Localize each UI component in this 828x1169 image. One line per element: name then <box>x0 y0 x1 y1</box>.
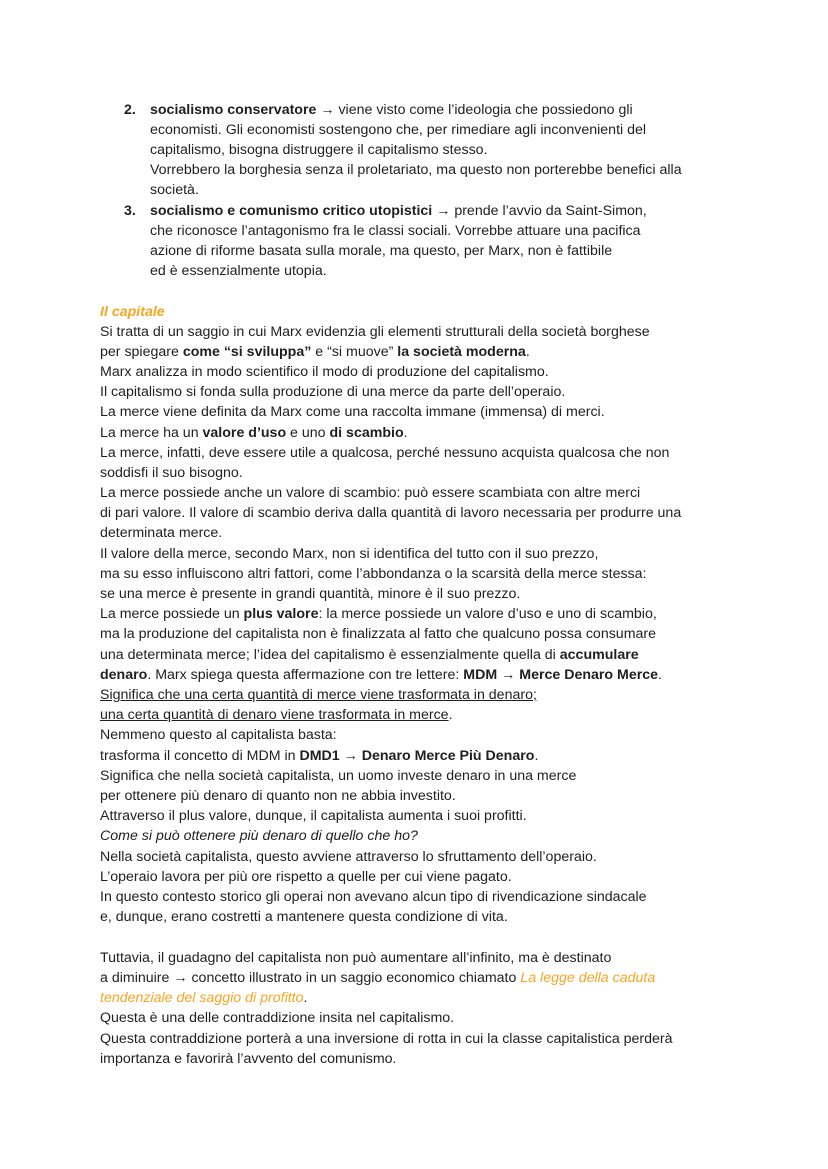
paragraph-line: ma su esso influiscono altri fattori, come l’abbondanza o la scarsità della merce stessa: <box>100 566 647 582</box>
list-item-3-line-3: azione di riforme basata sulla morale, ma questo, per Marx, non è fattibile <box>150 243 613 259</box>
paragraph-line: determinata merce. <box>100 525 223 541</box>
paragraph-line: Nemmeno questo al capitalista basta: <box>100 727 337 743</box>
paragraph-line: La merce viene definita da Marx come una raccolta immane (immensa) di merci. <box>100 404 605 420</box>
list-item-2-line-4: Vorrebbero la borghesia senza il proletariato, ma questo non porterebbe benefici alla <box>150 162 682 178</box>
paragraph-line: Nella società capitalista, questo avviene attraverso lo sfruttamento dell’operaio. <box>100 849 597 865</box>
paragraph-line: trasforma il concetto di MDM in DMD1 → Denaro Merce Più Denaro. <box>100 748 539 764</box>
essay-title-link: La legge della caduta <box>520 970 656 986</box>
paragraph-line: se una merce è presente in grandi quantità, minore è il suo prezzo. <box>100 586 521 602</box>
paragraph-line: e, dunque, erano costretti a mantenere questa condizione di vita. <box>100 909 508 925</box>
list-item-2-line-3: capitalismo, bisogna distruggere il capitalismo stesso. <box>150 142 488 158</box>
paragraph-line: Questa è una delle contraddizione insita nel capitalismo. <box>100 1010 455 1026</box>
paragraph-line: per ottenere più denaro di quanto non ne abbia investito. <box>100 788 456 804</box>
paragraph-line: Il valore della merce, secondo Marx, non si identifica del tutto con il suo prezzo, <box>100 546 599 562</box>
essay-title-link-continued: tendenziale del saggio di profitto <box>100 990 304 1006</box>
paragraph-line: Tuttavia, il guadagno del capitalista non può aumentare all’infinito, ma è destinato <box>100 950 612 966</box>
underlined-text: una certa quantità di denaro viene trasformata in merce <box>100 707 449 723</box>
paragraph-line: denaro. Marx spiega questa affermazione con tre lettere: MDM → Merce Denaro Merce. <box>100 667 662 683</box>
paragraph-line: La merce, infatti, deve essere utile a qualcosa, perché nessuno acquista qualcosa che non <box>100 445 670 461</box>
paragraph-line: La merce possiede anche un valore di scambio: può essere scambiata con altre merci <box>100 485 641 501</box>
paragraph-line: L’operaio lavora per più ore rispetto a quelle per cui viene pagato. <box>100 869 512 885</box>
list-item-3-line-2: che riconosce l’antagonismo fra le classi sociali. Vorrebbe attuare una pacifica <box>150 223 641 239</box>
paragraph-line: ma la produzione del capitalista non è finalizzata al fatto che qualcuno possa consumare <box>100 626 657 642</box>
paragraph-line: Si tratta di un saggio in cui Marx evidenzia gli elementi strutturali della società borghese <box>100 324 650 340</box>
paragraph-line: Significa che nella società capitalista, un uomo investe denaro in una merce <box>100 768 577 784</box>
mdm-formula: MDM → Merce Denaro Merce <box>463 667 659 683</box>
italic-question: Come si può ottenere più denaro di quello che ho? <box>100 828 418 844</box>
list-item-2-line-1: socialismo conservatore → viene visto come l’ideologia che possiedono gli <box>150 102 633 118</box>
paragraph-line: importanza e favorirà l’avvento del comunismo. <box>100 1051 397 1067</box>
term-socialismo-utopistico: socialismo e comunismo critico utopistici <box>150 203 433 219</box>
paragraph-line: Questa contraddizione porterà a una inversione di rotta in cui la classe capitalistica perderà <box>100 1031 673 1047</box>
list-item-2-line-2: economisti. Gli economisti sostengono che, per rimediare agli inconvenienti del <box>150 122 647 138</box>
list-item-3-line-1: socialismo e comunismo critico utopistici → prende l’avvio da Saint-Simon, <box>150 203 647 219</box>
paragraph-line: per spiegare come “si sviluppa” e “si muove” la società moderna. <box>100 344 530 360</box>
list-item-2-line-5: società. <box>150 182 199 198</box>
paragraph-line: La merce ha un valore d’uso e uno di scambio. <box>100 425 408 441</box>
paragraph-line: una certa quantità di denaro viene trasformata in merce. <box>100 707 453 723</box>
section-heading-il-capitale: Il capitale <box>100 304 165 320</box>
underlined-line: Significa che una certa quantità di merce viene trasformata in denaro; <box>100 687 537 703</box>
paragraph-line: Marx analizza in modo scientifico il modo di produzione del capitalismo. <box>100 364 549 380</box>
paragraph-line: Attraverso il plus valore, dunque, il capitalista aumenta i suoi profitti. <box>100 808 527 824</box>
dmd1-formula: DMD1 → Denaro Merce Più Denaro <box>299 748 535 764</box>
list-number-2: 2. <box>124 102 136 118</box>
paragraph-line: soddisfi il suo bisogno. <box>100 465 243 481</box>
paragraph-line: una determinata merce; l’idea del capitalismo è essenzialmente quella di accumulare <box>100 647 639 663</box>
list-item-3-line-4: ed è essenzialmente utopia. <box>150 263 327 279</box>
paragraph-line: La merce possiede un plus valore: la merce possiede un valore d’uso e uno di scambio, <box>100 606 657 622</box>
paragraph-line: Il capitalismo si fonda sulla produzione di una merce da parte dell’operaio. <box>100 384 566 400</box>
list-number-3: 3. <box>124 203 136 219</box>
paragraph-line: a diminuire → concetto illustrato in un saggio economico chiamato La legge della caduta <box>100 970 656 986</box>
term-socialismo-conservatore: socialismo conservatore <box>150 102 317 118</box>
paragraph-line: tendenziale del saggio di profitto. <box>100 990 308 1006</box>
paragraph-line: In questo contesto storico gli operai non avevano alcun tipo di rivendicazione sindacale <box>100 889 647 905</box>
paragraph-line: di pari valore. Il valore di scambio deriva dalla quantità di lavoro necessaria per produrre una <box>100 505 682 521</box>
